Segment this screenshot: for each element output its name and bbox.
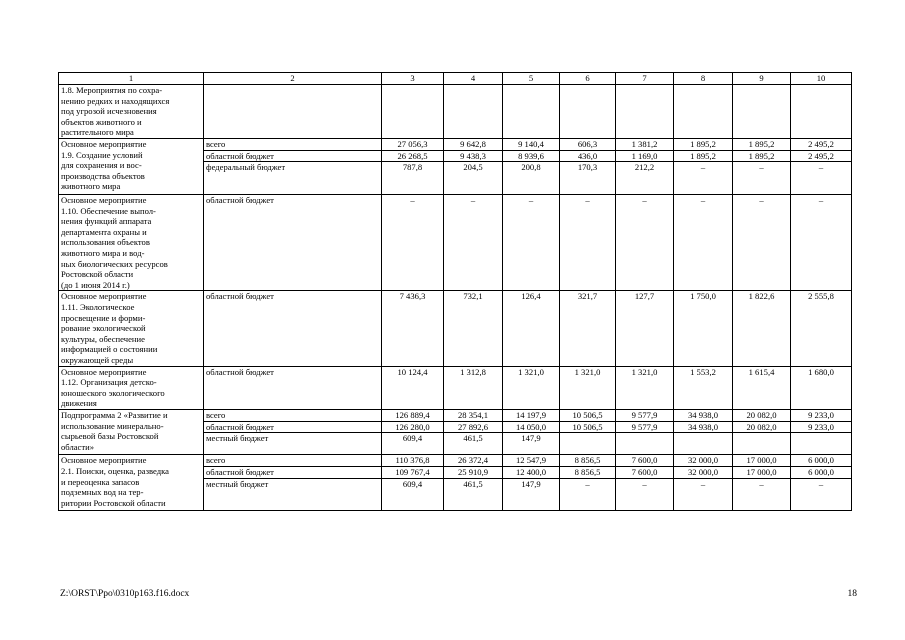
activity-name-line: подземных вод на тер- [61, 487, 144, 498]
amount-cell: 321,7 [560, 291, 616, 366]
amount-cell: 25 910,9 [444, 466, 503, 478]
amount-cell: 10 506,5 [560, 421, 616, 433]
header-cell: 7 [616, 73, 674, 85]
amount-cell: 8 856,5 [560, 466, 616, 478]
activity-name-line: культуры, обеспечение [61, 333, 145, 344]
activity-name-line: рование экологической [61, 323, 146, 334]
funding-source-cell: федеральный бюджет [204, 162, 382, 195]
activity-name-line: Ростовской области [61, 269, 134, 280]
activity-name-line: использование минерально- [61, 420, 164, 431]
amount-cell: – [674, 162, 733, 195]
table-row [59, 85, 852, 139]
amount-cell: 1 615,4 [733, 366, 791, 409]
activity-name-cell [59, 139, 204, 195]
header-cell: 9 [733, 73, 791, 85]
header-cell: 10 [791, 73, 852, 85]
activity-name-line: 1.10. Обеспечение выпол- [61, 205, 156, 216]
header-cell: 6 [560, 73, 616, 85]
amount-cell: 34 938,0 [674, 421, 733, 433]
funding-source-cell: всего [204, 455, 382, 467]
activity-name-line: Основное мероприятие [61, 291, 147, 302]
amount-cell: 1 895,2 [733, 139, 791, 151]
amount-cell: 1 895,2 [733, 150, 791, 162]
header-cell: 4 [444, 73, 503, 85]
amount-cell: 109 767,4 [382, 466, 444, 478]
activity-name-line: сырьевой базы Ростовской [61, 431, 159, 442]
amount-cell: 9 140,4 [503, 139, 560, 151]
table-row [59, 139, 852, 151]
activity-name-line: информацией о состоянии [61, 344, 158, 355]
amount-cell [733, 85, 791, 139]
amount-cell [616, 85, 674, 139]
amount-cell: 7 436,3 [382, 291, 444, 366]
amount-cell: 1 169,0 [616, 150, 674, 162]
amount-cell [674, 85, 733, 139]
activity-name-line: Основное мероприятие [61, 139, 147, 149]
amount-cell: – [791, 478, 852, 511]
amount-cell: 32 000,0 [674, 455, 733, 467]
amount-cell: – [733, 478, 791, 511]
activity-name-line: 1.11. Экологическое [61, 301, 135, 312]
amount-cell: 17 000,0 [733, 466, 791, 478]
amount-cell: 9 577,9 [616, 409, 674, 421]
amount-cell: 27 892,6 [444, 421, 503, 433]
funding-source-cell: областной бюджет [204, 466, 382, 478]
funding-source-cell: областной бюджет [204, 194, 382, 290]
amount-cell: 26 372,4 [444, 455, 503, 467]
amount-cell: 12 547,9 [503, 455, 560, 467]
amount-cell: 147,9 [503, 478, 560, 511]
activity-name-cell [59, 366, 204, 409]
header-cell: 3 [382, 73, 444, 85]
amount-cell: 9 233,0 [791, 409, 852, 421]
amount-cell: – [791, 162, 852, 195]
activity-name-line: ритории Ростовской области [61, 497, 166, 508]
amount-cell: 9 233,0 [791, 421, 852, 433]
activity-name-line: для сохранения и вос- [61, 160, 142, 171]
activity-name-line: движения [61, 398, 97, 409]
table-body [59, 73, 852, 511]
amount-cell: – [616, 194, 674, 290]
amount-cell: 1 312,8 [444, 366, 503, 409]
activity-name-line: нению редких и находящихся [61, 95, 170, 106]
activity-name-cell [59, 291, 204, 366]
amount-cell: 10 506,5 [560, 409, 616, 421]
amount-cell: 606,3 [560, 139, 616, 151]
amount-cell [560, 433, 616, 455]
amount-cell: 170,3 [560, 162, 616, 195]
amount-cell: – [674, 194, 733, 290]
table-row [59, 366, 852, 409]
amount-cell: 110 376,8 [382, 455, 444, 467]
amount-cell: 6 000,0 [791, 455, 852, 467]
amount-cell: 14 050,0 [503, 421, 560, 433]
amount-cell: 7 600,0 [616, 455, 674, 467]
activity-name-line: Подпрограмма 2 «Развитие и [61, 409, 168, 420]
amount-cell [733, 433, 791, 455]
activity-name-line: животного мира [61, 181, 121, 192]
activity-name-line: Основное мероприятие [61, 455, 147, 466]
amount-cell [444, 85, 503, 139]
activity-name-line: ных биологических ресурсов [61, 258, 168, 269]
amount-cell: – [444, 194, 503, 290]
activity-name-line: 1.9. Создание условий [61, 149, 143, 160]
amount-cell [382, 85, 444, 139]
amount-cell: 9 577,9 [616, 421, 674, 433]
activity-name-line: использования объектов [61, 237, 150, 248]
amount-cell: 212,2 [616, 162, 674, 195]
activity-name-line: растительного мира [61, 127, 134, 138]
amount-cell [503, 85, 560, 139]
funding-source-cell: областной бюджет [204, 421, 382, 433]
amount-cell: 26 268,5 [382, 150, 444, 162]
amount-cell: 1 321,0 [560, 366, 616, 409]
amount-cell: 1 895,2 [674, 150, 733, 162]
amount-cell: 28 354,1 [444, 409, 503, 421]
amount-cell: 7 600,0 [616, 466, 674, 478]
amount-cell: 1 381,2 [616, 139, 674, 151]
amount-cell: 1 553,2 [674, 366, 733, 409]
amount-cell: 609,4 [382, 433, 444, 455]
funding-source-cell: всего [204, 139, 382, 151]
amount-cell: 609,4 [382, 478, 444, 511]
activity-name-line: 2.1. Поиски, оценка, разведка [61, 465, 169, 476]
amount-cell: – [733, 194, 791, 290]
amount-cell: 9 438,3 [444, 150, 503, 162]
amount-cell: 10 124,4 [382, 366, 444, 409]
activity-name-line: просвещение и форми- [61, 312, 146, 323]
amount-cell: 20 082,0 [733, 421, 791, 433]
amount-cell: 126,4 [503, 291, 560, 366]
header-cell: 8 [674, 73, 733, 85]
amount-cell: 1 321,0 [503, 366, 560, 409]
amount-cell: 12 400,0 [503, 466, 560, 478]
amount-cell: 1 321,0 [616, 366, 674, 409]
funding-source-cell: местный бюджет [204, 433, 382, 455]
amount-cell: 1 895,2 [674, 139, 733, 151]
header-cell: 2 [204, 73, 382, 85]
table-row [59, 194, 852, 290]
header-cell: 5 [503, 73, 560, 85]
funding-source-cell: областной бюджет [204, 150, 382, 162]
activity-name-line: Основное мероприятие [61, 366, 147, 377]
funding-source-cell [204, 85, 382, 139]
amount-cell: 787,8 [382, 162, 444, 195]
funding-source-cell: всего [204, 409, 382, 421]
amount-cell: 1 680,0 [791, 366, 852, 409]
activity-name-line: 1.12. Организация детско- [61, 377, 157, 388]
amount-cell: – [733, 162, 791, 195]
table-row [59, 291, 852, 366]
amount-cell: 2 495,2 [791, 139, 852, 151]
activity-name-line: 1.8. Мероприятия по сохра- [61, 85, 163, 95]
amount-cell: – [674, 478, 733, 511]
activity-name-line: области» [61, 441, 95, 452]
activity-name-line: нения функций аппарата [61, 216, 152, 227]
funding-source-cell: областной бюджет [204, 366, 382, 409]
amount-cell: – [616, 478, 674, 511]
activity-name-line: животного мира и вод- [61, 247, 145, 258]
page-number: 18 [847, 589, 857, 599]
activity-name-line: под угрозой исчезновения [61, 106, 157, 117]
amount-cell: 1 750,0 [674, 291, 733, 366]
amount-cell: 27 056,3 [382, 139, 444, 151]
amount-cell: 20 082,0 [733, 409, 791, 421]
amount-cell: – [560, 194, 616, 290]
amount-cell: 127,7 [616, 291, 674, 366]
amount-cell: 9 642,8 [444, 139, 503, 151]
activity-name-line: (до 1 июня 2014 г.) [61, 279, 130, 290]
amount-cell: 126 280,0 [382, 421, 444, 433]
activity-name-line: департамента охраны и [61, 226, 147, 237]
amount-cell: 200,8 [503, 162, 560, 195]
amount-cell: 204,5 [444, 162, 503, 195]
file-path: Z:\ORST\Ppo\0310p163.f16.docx [60, 589, 190, 599]
table-row [59, 455, 852, 467]
amount-cell: 732,1 [444, 291, 503, 366]
amount-cell: 2 495,2 [791, 150, 852, 162]
activity-name-line: производства объектов [61, 170, 145, 181]
amount-cell: 2 555,8 [791, 291, 852, 366]
amount-cell: – [503, 194, 560, 290]
amount-cell [560, 85, 616, 139]
table-row [59, 409, 852, 421]
amount-cell: – [382, 194, 444, 290]
activity-name-cell [59, 455, 204, 511]
funding-source-cell: областной бюджет [204, 291, 382, 366]
amount-cell: 6 000,0 [791, 466, 852, 478]
amount-cell: 8 939,6 [503, 150, 560, 162]
amount-cell [674, 433, 733, 455]
funding-source-cell: местный бюджет [204, 478, 382, 511]
activity-name-line: и переоценка запасов [61, 476, 140, 487]
amount-cell: – [560, 478, 616, 511]
amount-cell: 147,9 [503, 433, 560, 455]
amount-cell: 461,5 [444, 433, 503, 455]
activity-name-line: объектов животного и [61, 116, 142, 127]
amount-cell: 461,5 [444, 478, 503, 511]
header-cell: 1 [59, 73, 204, 85]
activity-name-cell [59, 194, 204, 290]
amount-cell [616, 433, 674, 455]
activity-name-line: юношеского экологического [61, 387, 165, 398]
activity-name-cell [59, 85, 204, 139]
amount-cell: 126 889,4 [382, 409, 444, 421]
activity-name-cell [59, 409, 204, 454]
amount-cell: 32 000,0 [674, 466, 733, 478]
amount-cell: – [791, 194, 852, 290]
amount-cell: 436,0 [560, 150, 616, 162]
amount-cell [791, 85, 852, 139]
amount-cell: 8 856,5 [560, 455, 616, 467]
amount-cell: 17 000,0 [733, 455, 791, 467]
header-row [59, 73, 852, 85]
amount-cell: 14 197,9 [503, 409, 560, 421]
amount-cell [791, 433, 852, 455]
amount-cell: 34 938,0 [674, 409, 733, 421]
activity-name-line: Основное мероприятие [61, 194, 147, 205]
activity-name-line: окружающей среды [61, 354, 134, 365]
budget-table [58, 72, 852, 511]
amount-cell: 1 822,6 [733, 291, 791, 366]
